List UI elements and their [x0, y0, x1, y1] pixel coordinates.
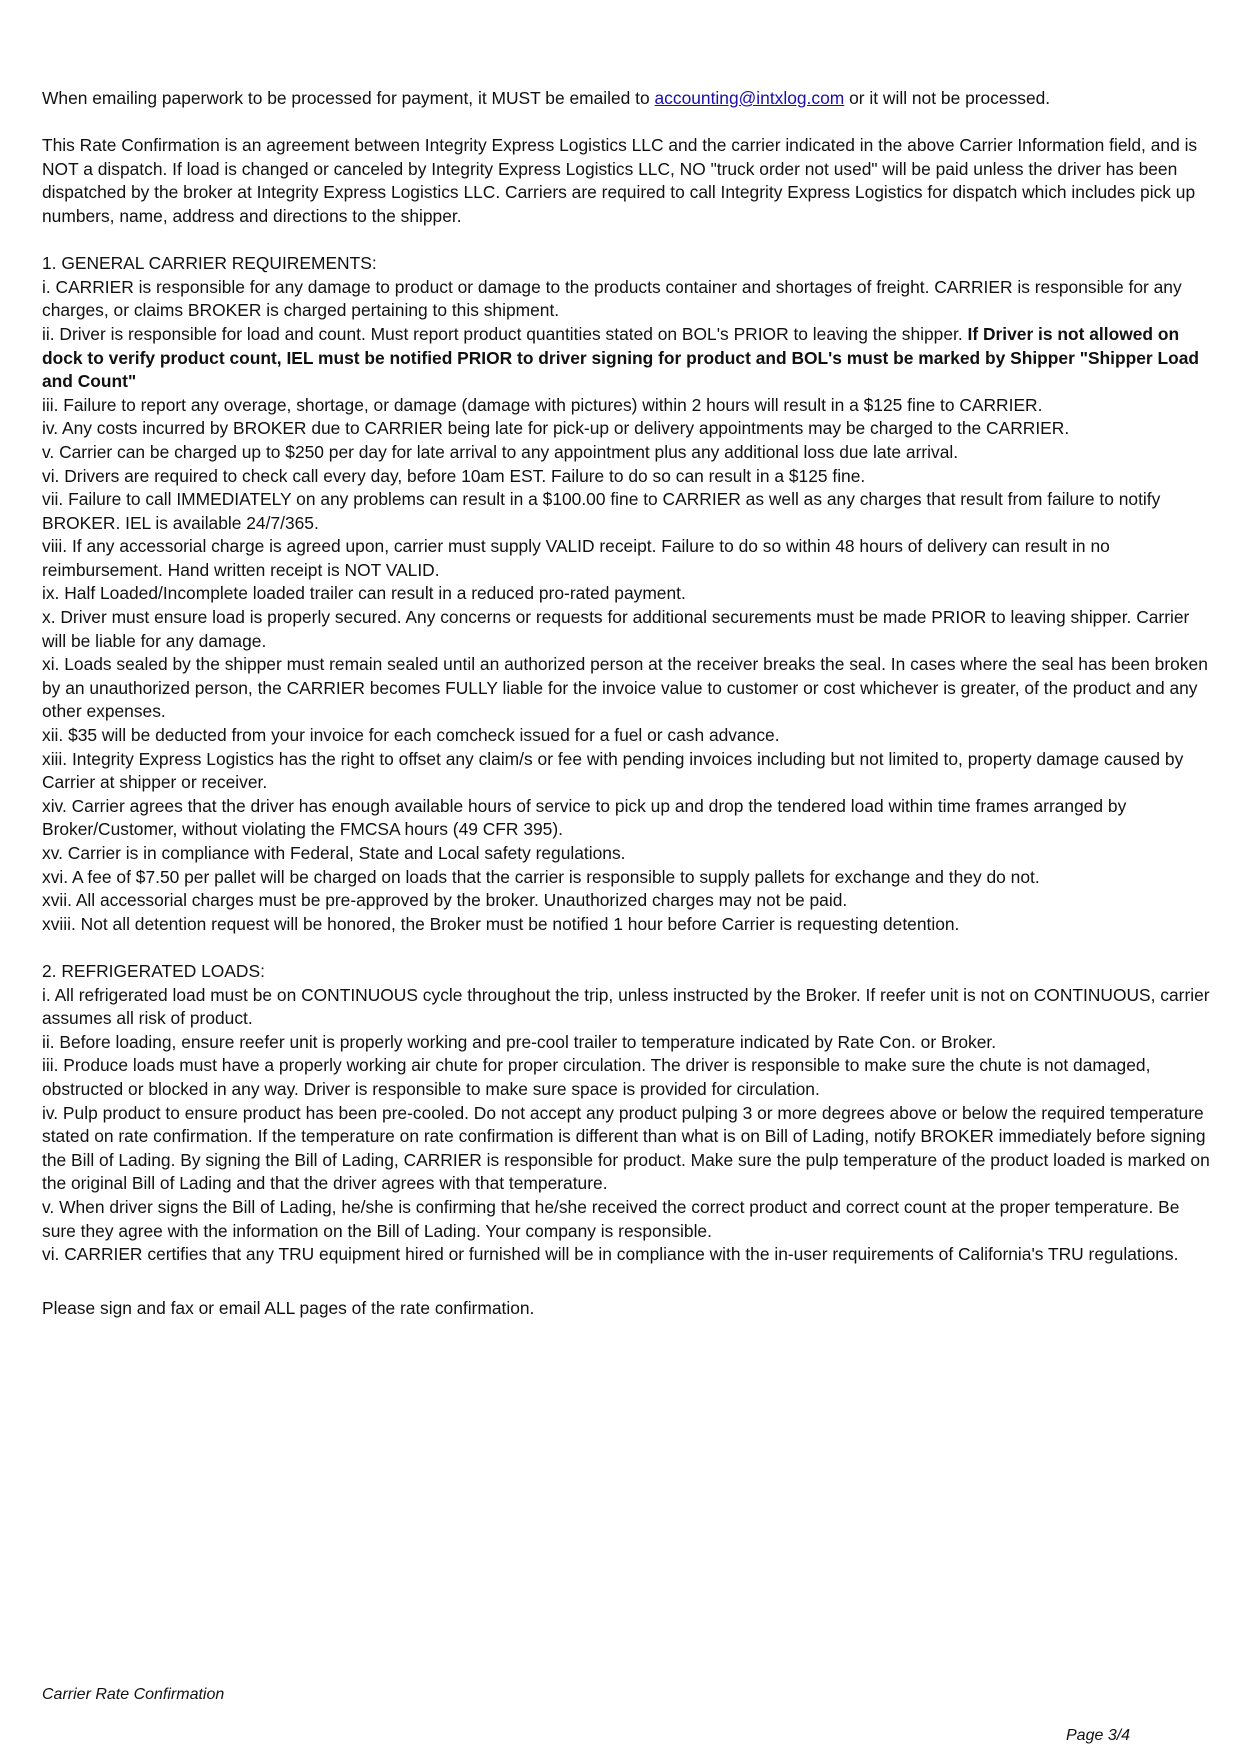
general-requirements-section: [42, 252, 1212, 936]
general-item-xii: xii. $35 will be deducted from your invoice for each comcheck issued for a fuel or cash advance.: [42, 725, 780, 746]
footer-document-title: Carrier Rate Confirmation: [42, 1686, 225, 1703]
general-item-ii-text: ii. Driver is responsible for load and count. Must report product quantities stated on BOL's PRIOR to leaving the shipper.: [42, 323, 968, 344]
general-item-iii: iii. Failure to report any overage, shortage, or damage (damage with pictures) within 2 hours will result in a $125 fine to CARRIER.: [42, 394, 1043, 415]
refrigerated-item-ii: ii. Before loading, ensure reefer unit is properly working and pre-cool trailer to temperature indicated by Rate Con. or Broker.: [42, 1031, 997, 1052]
refrigerated-item-v: v. When driver signs the Bill of Lading, he/she is confirming that he/she received the correct product and correct count at the proper temperature. Be sure they agree with the information on the Bill of Lading. Your company is responsible.: [42, 1196, 1180, 1241]
agreement-paragraph: This Rate Confirmation is an agreement between Integrity Express Logistics LLC and the carrier indicated in the above Carrier Information field, and is NOT a dispatch. If load is changed or canceled by Integrity Express Logistics LLC, NO "truck order not used" will be paid unless the driver has been dispatched by the broker at Integrity Express Logistics LLC. Carriers are required to call Integrity Express Logistics for dispatch which includes pick up numbers, name, address and directions to the shipper.: [42, 135, 1198, 226]
general-item-viii: viii. If any accessorial charge is agreed upon, carrier must supply VALID receipt. Failure to do so within 48 hours of delivery can result in no reimbursement. Hand written receipt is NOT VALID.: [42, 536, 1110, 580]
general-item-xvii: xvii. All accessorial charges must be pre-approved by the broker. Unauthorized charges may not be paid.: [42, 890, 848, 911]
general-item-xvi: xvi. A fee of $7.50 per pallet will be charged on loads that the carrier is responsible to supply pallets for exchange and they do not.: [42, 866, 1040, 887]
general-item-iv: iv. Any costs incurred by BROKER due to CARRIER being late for pick-up or delivery appointments may be charged to the CARRIER.: [42, 418, 1070, 439]
footer-page-number: Page 3/4: [1066, 1727, 1131, 1744]
general-item-xi: xi. Loads sealed by the shipper must remain sealed until an authorized person at the receiver breaks the seal. In cases where the seal has been broken by an unauthorized person, the CARRIER becomes FULLY liable for the invoice value to customer or cost whichever is greater, of the product and any other expenses.: [42, 654, 1208, 722]
general-item-v: v. Carrier can be charged up to $250 per day for late arrival to any appointment plus any additional loss due late arrival.: [42, 441, 959, 462]
general-item-vi: vi. Drivers are required to check call every day, before 10am EST. Failure to do so can result in a $125 fine.: [42, 465, 866, 486]
general-item-vii: vii. Failure to call IMMEDIATELY on any problems can result in a $100.00 fine to CARRIER as well as any charges that result from failure to notify BROKER. IEL is available 24/7/365.: [42, 489, 1161, 533]
email-instruction-after: or it will not be processed.: [844, 88, 1051, 108]
email-instruction: [42, 87, 1212, 111]
email-instruction-before: When emailing paperwork to be processed for payment, it MUST be emailed to: [42, 88, 655, 108]
general-item-x: x. Driver must ensure load is properly secured. Any concerns or requests for additional securements must be made PRIOR to leaving shipper. Carrier will be liable for any damage.: [42, 607, 1190, 651]
document-body: [42, 87, 1212, 1320]
refrigerated-item-i: i. All refrigerated load must be on CONTINUOUS cycle throughout the trip, unless instructed by the Broker. If reefer unit is not on CONTINUOUS, carrier assumes all risk of product.: [42, 984, 1210, 1029]
general-item-xiii: xiii. Integrity Express Logistics has the right to offset any claim/s or fee with pending invoices including but not limited to, property damage caused by Carrier at shipper or receiver.: [42, 748, 1184, 793]
closing-instruction: Please sign and fax or email ALL pages of the rate confirmation.: [42, 1297, 535, 1318]
general-item-xiv: xiv. Carrier agrees that the driver has enough available hours of service to pick up and drop the tendered load within time frames arranged by Broker/Customer, without violating the FMCSA hours (49 CFR 395).: [42, 795, 1127, 840]
refrigerated-loads-section: [42, 960, 1212, 1267]
section-heading-refrigerated: 2. REFRIGERATED LOADS:: [42, 960, 265, 981]
refrigerated-item-iv: iv. Pulp product to ensure product has been pre-cooled. Do not accept any product pulping 3 or more degrees above or below the required temperature stated on rate confirmation. If the temperature on rate confirmation is different than what is on Bill of Lading, notify BROKER immediately before signing the Bill of Lading. By signing the Bill of Lading, CARRIER is responsible for product. Make sure the pulp temperature of the product loaded is marked on the original Bill of Lading and that the driver agrees with that temperature.: [42, 1102, 1210, 1194]
general-item-xv: xv. Carrier is in compliance with Federal, State and Local safety regulations.: [42, 843, 626, 863]
refrigerated-item-iii: iii. Produce loads must have a properly working air chute for proper circulation. The driver is responsible to make sure the chute is not damaged, obstructed or blocked in any way. Driver is responsible to make sure space is provided for circulation.: [42, 1055, 1151, 1099]
general-item-ii: [42, 323, 1212, 394]
refrigerated-item-vi: vi. CARRIER certifies that any TRU equipment hired or furnished will be in compliance with the in-user requirements of California's TRU regulations.: [42, 1244, 1179, 1265]
section-heading-general: 1. GENERAL CARRIER REQUIREMENTS:: [42, 253, 377, 274]
general-item-xviii: xviii. Not all detention request will be honored, the Broker must be notified 1 hour before Carrier is requesting detention.: [42, 913, 960, 934]
general-item-ii-bold-text: If Driver is not allowed on dock to verify product count, IEL must be notified PRIOR to driver signing for product and BOL's must be marked by Shipper "Shipper Load and Count": [42, 323, 1200, 392]
accounting-email-link[interactable]: accounting@intxlog.com: [654, 88, 845, 108]
general-item-ix: ix. Half Loaded/Incomplete loaded trailer can result in a reduced pro-rated payment.: [42, 583, 686, 604]
general-item-i: i. CARRIER is responsible for any damage to product or damage to the products container and shortages of freight. CARRIER is responsible for any charges, or claims BROKER is charged pertaining to this shipment.: [42, 276, 1182, 321]
